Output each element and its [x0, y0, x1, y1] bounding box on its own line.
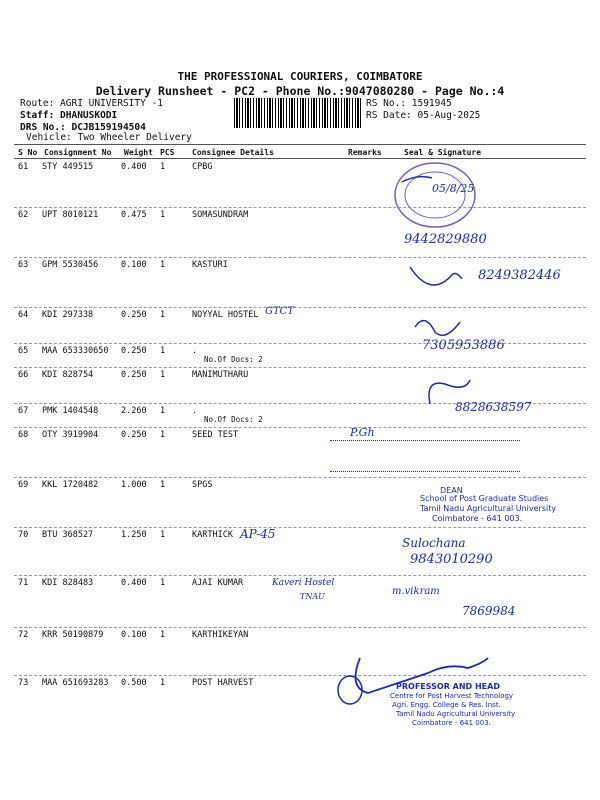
barcode [234, 98, 362, 128]
row-sno: 61 [18, 162, 29, 172]
row-weight: 2.260 [121, 406, 147, 416]
row-weight: 0.400 [121, 162, 147, 172]
col-pcs: PCS [160, 148, 175, 157]
r61-date: 05/8/25 [432, 182, 475, 195]
row-pcs: 1 [160, 406, 166, 416]
dean-line3: Coimbatore - 641 003. [432, 514, 523, 523]
prof-line3: Tamil Nadu Agricultural University [396, 710, 516, 718]
col-seal: Seal & Signature [404, 148, 482, 157]
col-consignment: Consignment No [44, 148, 112, 157]
header-bottom-rule [14, 158, 586, 159]
staff-label: Staff: DHANUSKODI [20, 110, 118, 121]
row-pcs: 1 [160, 210, 166, 220]
row-consignment: KDI 297338 [42, 310, 94, 320]
row-sno: 64 [18, 310, 29, 320]
rs-date: RS Date: 05-Aug-2025 [366, 110, 481, 121]
runsheet-subtitle: Delivery Runsheet - PC2 - Phone No.:9047080280 - Page No.:4 [95, 84, 505, 98]
row-weight: 0.500 [121, 678, 147, 688]
row-consignee: NOYYAL HOSTEL [192, 310, 259, 320]
row-sno: 63 [18, 260, 29, 270]
row-pcs: 1 [160, 370, 166, 380]
tamil-stamp [330, 440, 520, 472]
row-sno: 65 [18, 346, 29, 356]
row-consignee: SPGS [192, 480, 213, 490]
rs-number: RS No.: 1591945 [366, 98, 452, 109]
row-consignment: MAA 653330650 [42, 346, 109, 356]
r64-note: GTCT [265, 306, 294, 317]
row-consignment: GPM 5530456 [42, 260, 99, 270]
row-sno: 70 [18, 530, 29, 540]
row-separator [14, 307, 586, 308]
row-weight: 0.250 [121, 370, 147, 380]
row-separator [14, 367, 586, 368]
row-weight: 0.100 [121, 260, 147, 270]
row-consignee: SEED TEST [192, 430, 239, 440]
row-weight: 0.400 [121, 578, 147, 588]
row-weight: 0.100 [121, 630, 147, 640]
r63-phone: 8249382446 [478, 268, 561, 283]
row-consignment: UPT 8010121 [42, 210, 99, 220]
r71-note: Kaveri Hostel [272, 578, 335, 588]
row-consignee: . [192, 346, 198, 356]
r71-phone: 7869984 [462, 604, 516, 618]
r70-note: AP-45 [240, 527, 276, 541]
row-sno: 72 [18, 630, 29, 640]
row-consignee: CPBG [192, 162, 213, 172]
row-consignee: MANIMUTHARU [192, 370, 249, 380]
drs-number: DRS No.: DCJB159194504 [20, 122, 146, 133]
r67-phone: 8828638597 [455, 400, 532, 414]
row-separator [14, 207, 586, 208]
dean-line1: School of Post Graduate Studies [420, 494, 549, 503]
r62-phone: 9442829880 [404, 232, 487, 247]
row-pcs: 1 [160, 530, 166, 540]
row-consignee: KARTHICK [192, 530, 233, 540]
row-pcs: 1 [160, 346, 166, 356]
r70-phone: 9843010290 [410, 552, 493, 567]
row-pcs: 1 [160, 310, 166, 320]
row-docs: No.Of Docs: 2 [204, 355, 263, 364]
row-sno: 67 [18, 406, 29, 416]
vehicle-label: Vehicle: Two Wheeler Delivery [26, 132, 192, 143]
prof-title: PROFESSOR AND HEAD [396, 682, 500, 691]
row-docs: No.Of Docs: 2 [204, 415, 263, 424]
row-consignment: PMK 1404548 [42, 406, 99, 416]
r70-name: Sulochana [402, 536, 466, 550]
row-weight: 1.000 [121, 480, 147, 490]
row-consignment: KDI 828754 [42, 370, 94, 380]
r71-name: m.vikram [392, 586, 440, 597]
row-separator [14, 427, 586, 428]
row-separator [14, 257, 586, 258]
row-consignment: STY 449515 [42, 162, 94, 172]
dean-line2: Tamil Nadu Agricultural University [420, 504, 557, 513]
row-consignee: POST HARVEST [192, 678, 254, 688]
col-sno: S No [18, 148, 38, 157]
row-sno: 73 [18, 678, 29, 688]
row-weight: 1.250 [121, 530, 147, 540]
row-weight: 0.250 [121, 346, 147, 356]
row-consignee: AJAI KUMAR [192, 578, 244, 588]
row-consignment: MAA 651693283 [42, 678, 109, 688]
row-sno: 69 [18, 480, 29, 490]
row-weight: 0.250 [121, 310, 147, 320]
row-sno: 68 [18, 430, 29, 440]
r71-note2: TNAU [300, 592, 325, 601]
runsheet-title: THE PROFESSIONAL COURIERS, COIMBATORE [177, 70, 423, 83]
row-pcs: 1 [160, 260, 166, 270]
row-consignee: KARTHIKEYAN [192, 630, 249, 640]
prof-line4: Coimbatore - 641 003. [412, 719, 491, 727]
row-consignee: SOMASUNDRAM [192, 210, 249, 220]
row-pcs: 1 [160, 578, 166, 588]
row-consignee: . [192, 406, 198, 416]
row-sno: 66 [18, 370, 29, 380]
r65-phone: 7305953886 [422, 338, 505, 353]
row-pcs: 1 [160, 630, 166, 640]
row-separator [14, 627, 586, 628]
row-consignee: KASTURI [192, 260, 228, 270]
row-weight: 0.475 [121, 210, 147, 220]
row-consignment: OTY 3919904 [42, 430, 99, 440]
prof-line1: Centre for Post Harvest Technology [390, 692, 514, 700]
dean-title: DEAN [440, 486, 463, 495]
r63-signature [405, 262, 465, 297]
row-weight: 0.250 [121, 430, 147, 440]
row-pcs: 1 [160, 430, 166, 440]
row-separator [14, 477, 586, 478]
row-sno: 71 [18, 578, 29, 588]
row-consignment: KRR 50190879 [42, 630, 104, 640]
row-pcs: 1 [160, 678, 166, 688]
row-separator [14, 575, 586, 576]
col-consignee: Consignee Details [192, 148, 274, 157]
round-seal-stamp [390, 160, 480, 230]
row-consignment: BTU 368527 [42, 530, 94, 540]
col-remarks: Remarks [348, 148, 382, 157]
row-consignment: KKL 1720482 [42, 480, 99, 490]
r68-signature: P.Gh [350, 426, 375, 439]
row-pcs: 1 [160, 480, 166, 490]
row-sno: 62 [18, 210, 29, 220]
route-label: Route: AGRI UNIVERSITY -1 [20, 98, 163, 109]
row-separator [14, 527, 586, 528]
col-weight: Weight [124, 148, 153, 157]
row-pcs: 1 [160, 162, 166, 172]
prof-line2: Agri. Engg. College & Res. Inst. [392, 701, 501, 709]
row-consignment: KDI 828483 [42, 578, 94, 588]
header-top-rule [14, 144, 586, 145]
